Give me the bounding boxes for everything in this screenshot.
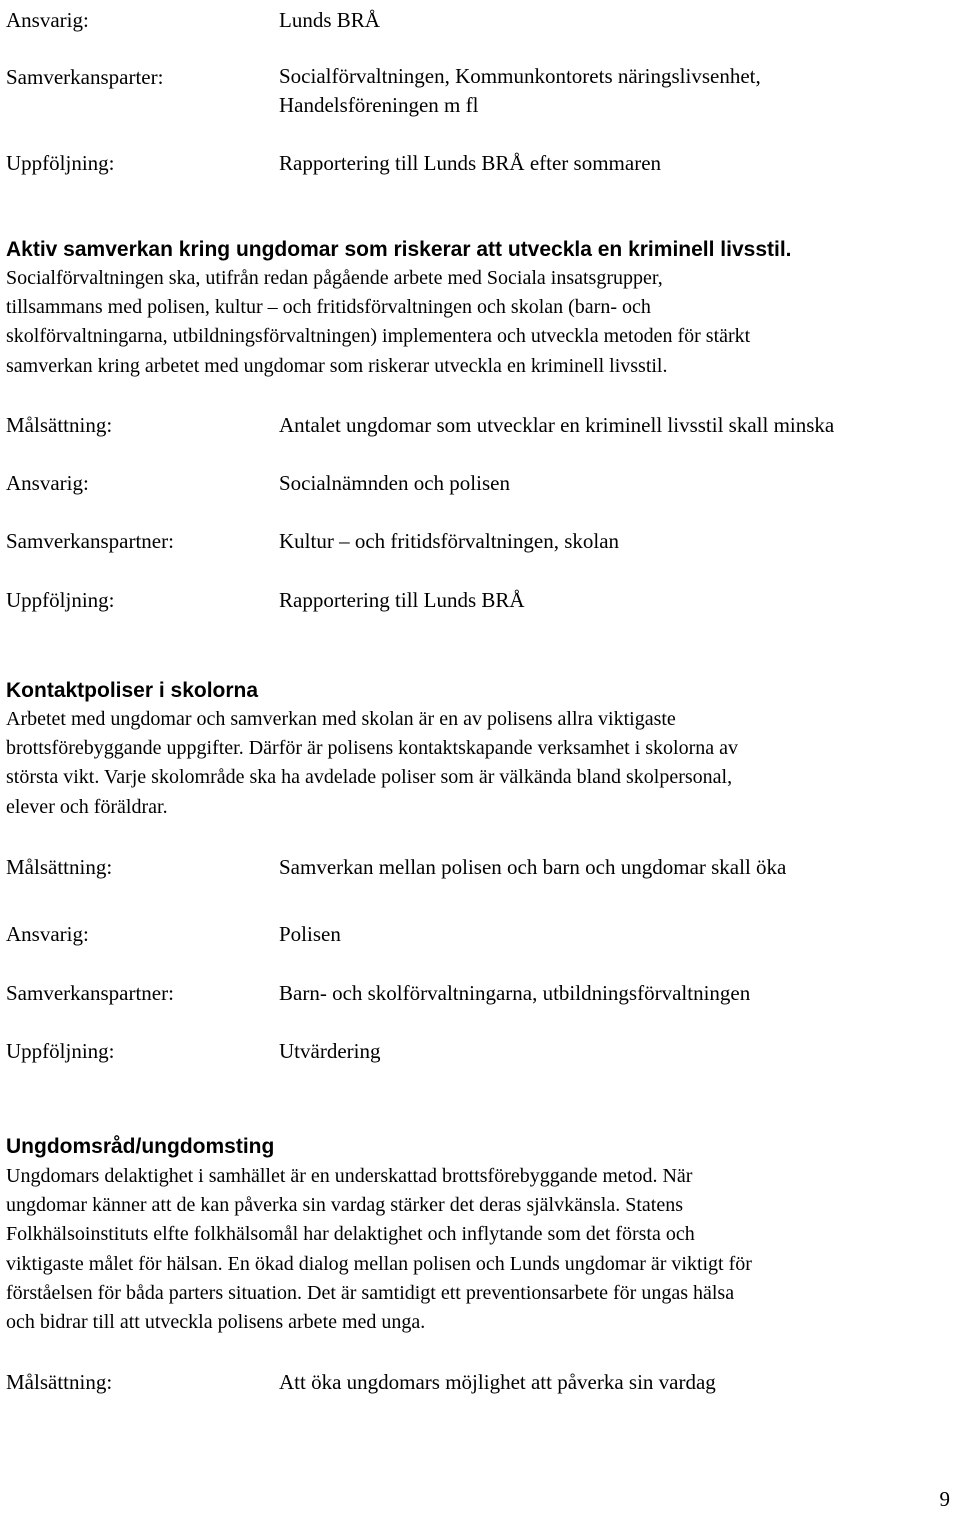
malsattning-value: Att öka ungdomars möjlighet att påverka sin vardag — [279, 1370, 716, 1394]
section-heading-aktiv-samverkan: Aktiv samverkan kring ungdomar som riskerar att utveckla en kriminell livsstil. — [6, 238, 792, 261]
malsattning-value: Antalet ungdomar som utvecklar en kriminell livsstil skall minska — [279, 413, 835, 437]
samverkanspartner-label: Samverkanspartner: — [6, 981, 174, 1005]
section-paragraph-kontaktpoliser — [6, 705, 956, 822]
paragraph-line: förståelsen för båda parters situation. Det är samtidigt ett preventionsarbete för ungas hälsa — [6, 1281, 735, 1304]
malsattning-label: Målsättning: — [6, 1370, 113, 1394]
section-heading-ungdomsrad: Ungdomsråd/ungdomsting — [6, 1135, 275, 1158]
paragraph-line: viktigaste målet för hälsan. En ökad dialog mellan polisen och Lunds ungdomar är viktigt för — [6, 1252, 752, 1275]
samverkansparter-line: Handelsföreningen m fl — [279, 93, 479, 117]
malsattning-label: Målsättning: — [6, 413, 113, 437]
uppfoljning-value: Rapportering till Lunds BRÅ — [279, 588, 525, 612]
section-heading-kontaktpoliser: Kontaktpoliser i skolorna — [6, 679, 259, 702]
uppfoljning-value: Rapportering till Lunds BRÅ efter sommaren — [279, 151, 662, 175]
paragraph-line: största vikt. Varje skolområde ska ha avdelade poliser som är välkända bland skolpersonal, — [6, 766, 733, 789]
ansvarig-value: Polisen — [279, 922, 341, 946]
page-number: 9 — [939, 1487, 950, 1511]
paragraph-line: tillsammans med polisen, kultur – och fritidsförvaltningen och skolan (barn- och — [6, 296, 651, 319]
samverkanspartner-value: Barn- och skolförvaltningarna, utbildningsförvaltningen — [279, 981, 751, 1005]
uppfoljning-row-1 — [6, 148, 956, 178]
uppfoljning-label: Uppföljning: — [6, 1039, 115, 1063]
section-paragraph-aktiv-samverkan — [6, 264, 956, 381]
ansvarig-value: Socialnämnden och polisen — [279, 471, 510, 495]
ansvarig-row-1 — [6, 5, 956, 35]
samverkanspartner-row-2 — [6, 978, 956, 1008]
section-paragraph-ungdomsrad — [6, 1162, 956, 1337]
samverkanspartner-row-1 — [6, 526, 956, 556]
uppfoljning-label: Uppföljning: — [6, 151, 115, 175]
malsattning-row-2 — [6, 852, 956, 882]
uppfoljning-row-2 — [6, 585, 956, 615]
ansvarig-label: Ansvarig: — [6, 8, 89, 32]
samverkansparter-row — [6, 62, 956, 122]
uppfoljning-row-3 — [6, 1036, 956, 1066]
samverkanspartner-value: Kultur – och fritidsförvaltningen, skolan — [279, 529, 620, 553]
paragraph-line: samverkan kring arbetet med ungdomar som riskerar utveckla en kriminell livsstil. — [6, 354, 668, 377]
samverkansparter-label: Samverkansparter: — [6, 65, 164, 89]
samverkanspartner-label: Samverkanspartner: — [6, 529, 174, 553]
malsattning-row-3 — [6, 1367, 956, 1397]
uppfoljning-label: Uppföljning: — [6, 588, 115, 612]
uppfoljning-value: Utvärdering — [279, 1039, 381, 1063]
paragraph-line: och bidrar till att utveckla polisens arbete med unga. — [6, 1311, 426, 1334]
ansvarig-label: Ansvarig: — [6, 471, 89, 495]
malsattning-row-1 — [6, 410, 956, 440]
paragraph-line: Folkhälsoinstituts elfte folkhälsomål har delaktighet och inflytande som det första och — [6, 1223, 695, 1246]
ansvarig-label: Ansvarig: — [6, 922, 89, 946]
paragraph-line: Ungdomars delaktighet i samhället är en underskattad brottsförebyggande metod. När — [6, 1165, 693, 1187]
malsattning-label: Målsättning: — [6, 855, 113, 879]
paragraph-line: elever och föräldrar. — [6, 795, 168, 818]
samverkansparter-value — [279, 62, 761, 120]
paragraph-line: skolförvaltningarna, utbildningsförvaltningen) implementera och utveckla metoden för stärkt — [6, 325, 751, 348]
paragraph-line: Arbetet med ungdomar och samverkan med skolan är en av polisens allra viktigaste — [6, 708, 676, 730]
paragraph-line: Socialförvaltningen ska, utifrån redan pågående arbete med Sociala insatsgrupper, — [6, 267, 663, 289]
samverkansparter-line: Socialförvaltningen, Kommunkontorets näringslivsenhet, — [279, 64, 761, 88]
paragraph-line: ungdomar känner att de kan påverka sin vardag stärker det deras självkänsla. Statens — [6, 1194, 683, 1217]
ansvarig-value: Lunds BRÅ — [279, 8, 380, 32]
paragraph-line: brottsförebyggande uppgifter. Därför är polisens kontaktskapande verksamhet i skolorna av — [6, 737, 739, 760]
ansvarig-row-3 — [6, 919, 956, 949]
malsattning-value: Samverkan mellan polisen och barn och ungdomar skall öka — [279, 855, 787, 879]
ansvarig-row-2 — [6, 468, 956, 498]
